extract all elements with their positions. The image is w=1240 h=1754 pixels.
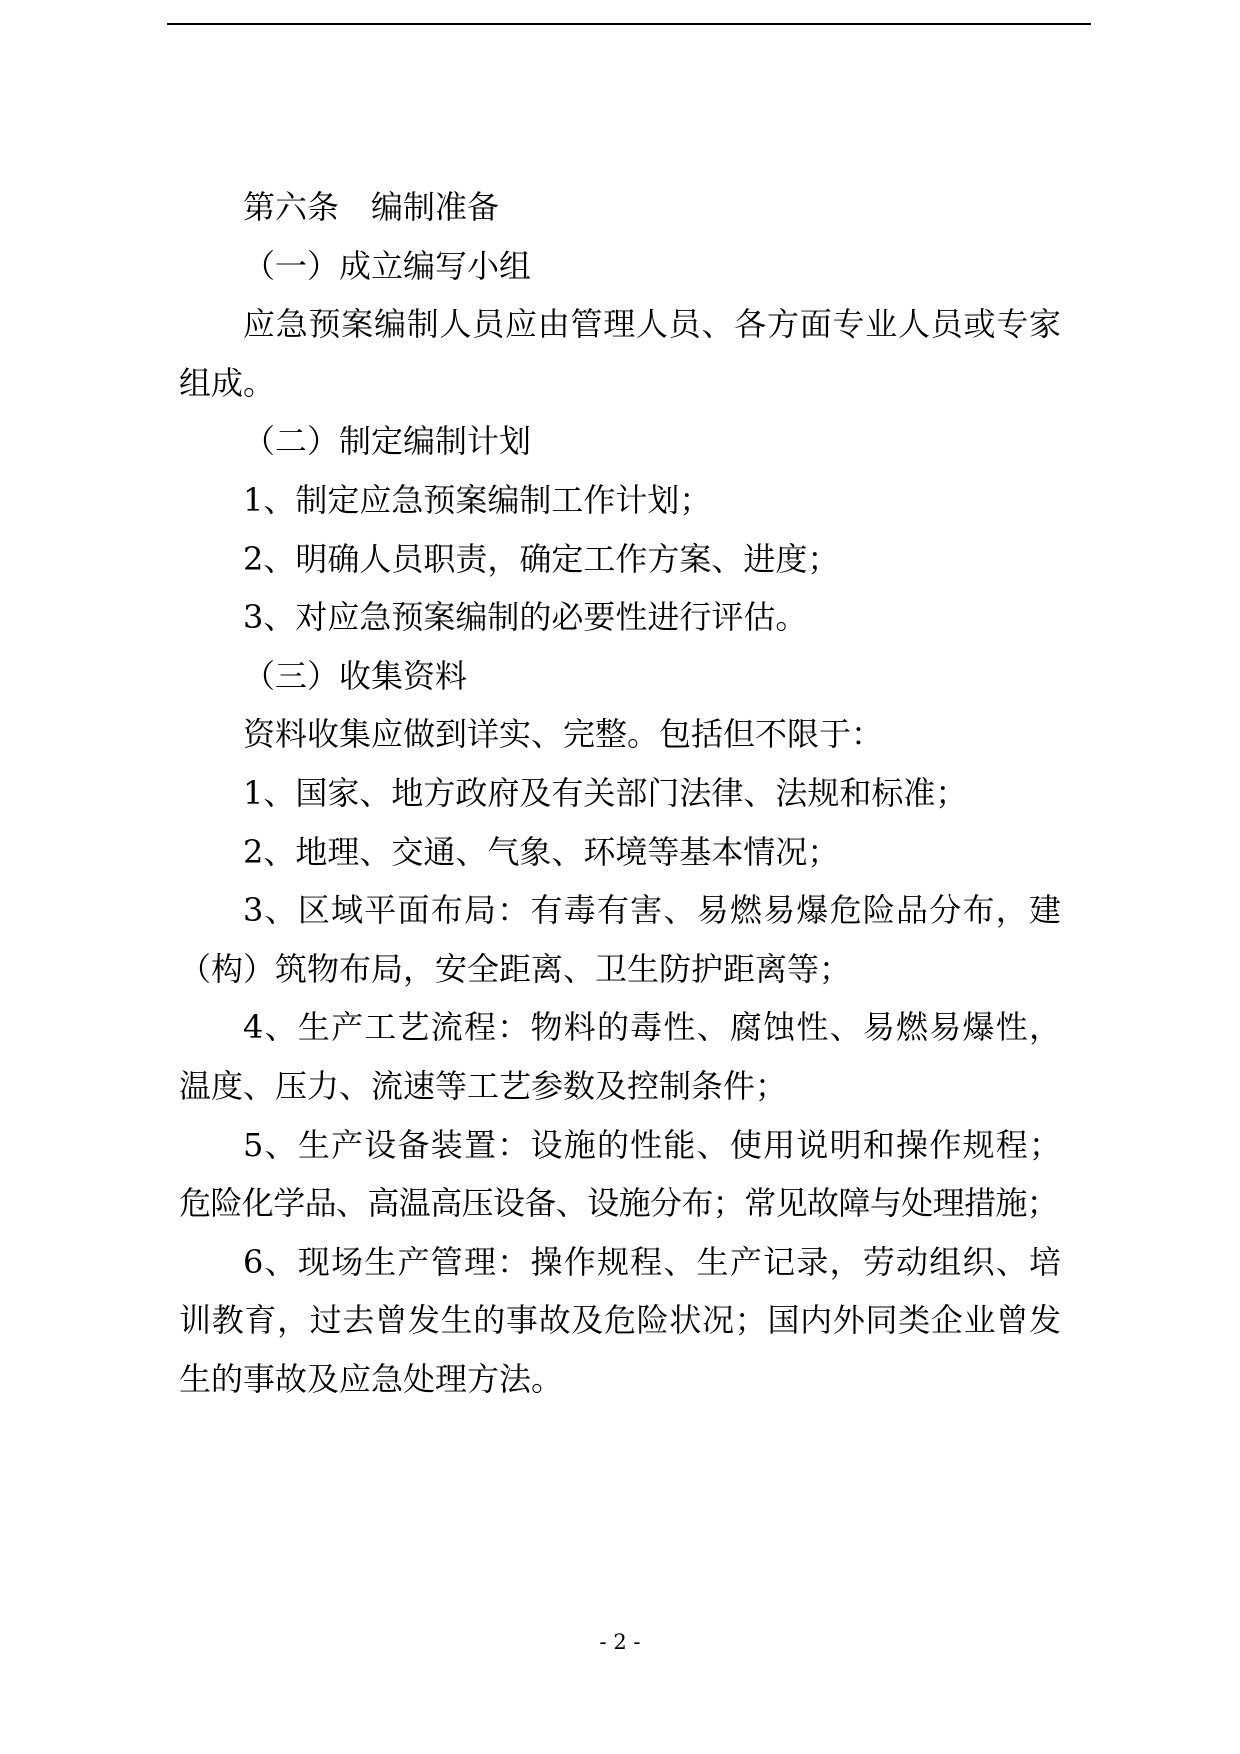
list-item: 3、对应急预案编制的必要性进行评估。 — [243, 598, 808, 637]
paragraph-line: 应急预案编制人员应由管理人员、各方面专业人员或专家 — [243, 305, 1061, 344]
list-item-line: 3、区域平面布局：有毒有害、易燃易爆危险品分布，建 — [243, 891, 1061, 930]
list-item — [179, 1116, 1061, 1233]
article-title: 编制准备 — [371, 188, 500, 226]
paragraph-line: 组成。 — [179, 363, 276, 402]
page-number: - 2 - — [599, 1630, 641, 1654]
section-heading: （三）收集资料 — [243, 656, 468, 695]
list-item — [179, 998, 1061, 1115]
section-heading: （一）成立编写小组 — [243, 246, 532, 285]
list-item-line: 4、生产工艺流程：物料的毒性、腐蚀性、易燃易爆性， — [243, 1008, 1061, 1047]
list-item — [179, 881, 1061, 998]
list-item-line: 训教育，过去曾发生的事故及危险状况；国内外同类企业曾发 — [179, 1301, 1061, 1340]
list-item: 1、国家、地方政府及有关部门法律、法规和标准； — [243, 773, 968, 812]
paragraph — [179, 295, 1061, 412]
article-number: 第六条 — [243, 188, 340, 226]
list-item-line: 6、现场生产管理：操作规程、生产记录，劳动组织、培 — [243, 1242, 1061, 1281]
list-item: 2、明确人员职责，确定工作方案、进度； — [243, 539, 840, 578]
list-item — [179, 1233, 1061, 1409]
list-item: 1、制定应急预案编制工作计划； — [243, 480, 712, 519]
list-item-line: 危险化学品、高温高压设备、设施分布；常见故障与处理措施； — [179, 1184, 1059, 1223]
header-rule — [167, 23, 1091, 25]
section-make-plan — [179, 412, 1061, 646]
list-item-line: （构）筑物布局，安全距离、卫生防护距离等； — [179, 949, 852, 988]
document-body — [179, 178, 1061, 1408]
article-heading — [179, 178, 1061, 237]
list-item: 2、地理、交通、气象、环境等基本情况； — [243, 832, 840, 871]
section-collect-materials — [179, 647, 1061, 1409]
section-heading: （二）制定编制计划 — [243, 422, 532, 461]
paragraph: 资料收集应做到详实、完整。包括但不限于： — [243, 715, 884, 754]
section-form-team — [179, 237, 1061, 413]
list-item-line: 温度、压力、流速等工艺参数及控制条件； — [179, 1066, 788, 1105]
list-item-line: 5、生产设备装置：设施的性能、使用说明和操作规程； — [243, 1125, 1061, 1164]
list-item-line: 生的事故及应急处理方法。 — [179, 1359, 564, 1398]
